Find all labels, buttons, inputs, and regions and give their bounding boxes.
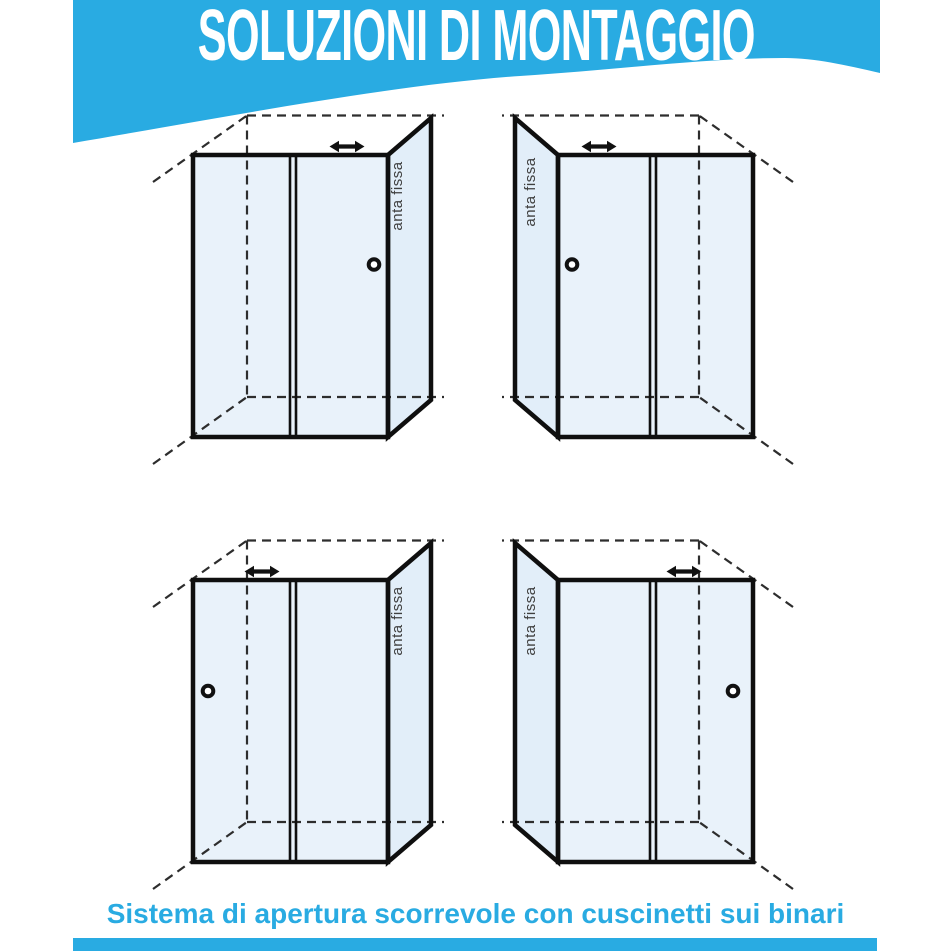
door-handle-icon — [369, 259, 380, 270]
diagram-top-right — [502, 116, 793, 465]
door-handle-icon — [728, 686, 739, 697]
fixed-panel-label: anta fissa — [522, 157, 539, 227]
door-handle-icon — [203, 686, 214, 697]
page-title-text: SOLUZIONI DI MONTAGGIO — [197, 0, 756, 76]
shower-enclosure-outline — [502, 116, 793, 465]
footer-caption-text: Sistema di apertura scorrevole con cuscinetti sui binari — [106, 898, 845, 929]
slide-direction-arrow-icon — [330, 141, 365, 153]
fixed-panel-label: anta fissa — [389, 586, 406, 656]
door-handle-icon — [567, 259, 578, 270]
diagram-top-left — [153, 116, 444, 465]
slide-direction-arrow-icon — [245, 566, 280, 578]
shower-enclosure-outline — [502, 541, 793, 890]
slide-direction-arrow-icon — [582, 141, 617, 153]
fixed-panel-label: anta fissa — [389, 161, 406, 231]
slide-direction-arrow-icon — [667, 566, 702, 578]
fixed-panel-label: anta fissa — [522, 586, 539, 656]
diagram-bottom-left — [153, 541, 444, 890]
footer-caption — [0, 899, 951, 930]
footer-bar — [73, 938, 877, 951]
diagram-bottom-right — [502, 541, 793, 890]
